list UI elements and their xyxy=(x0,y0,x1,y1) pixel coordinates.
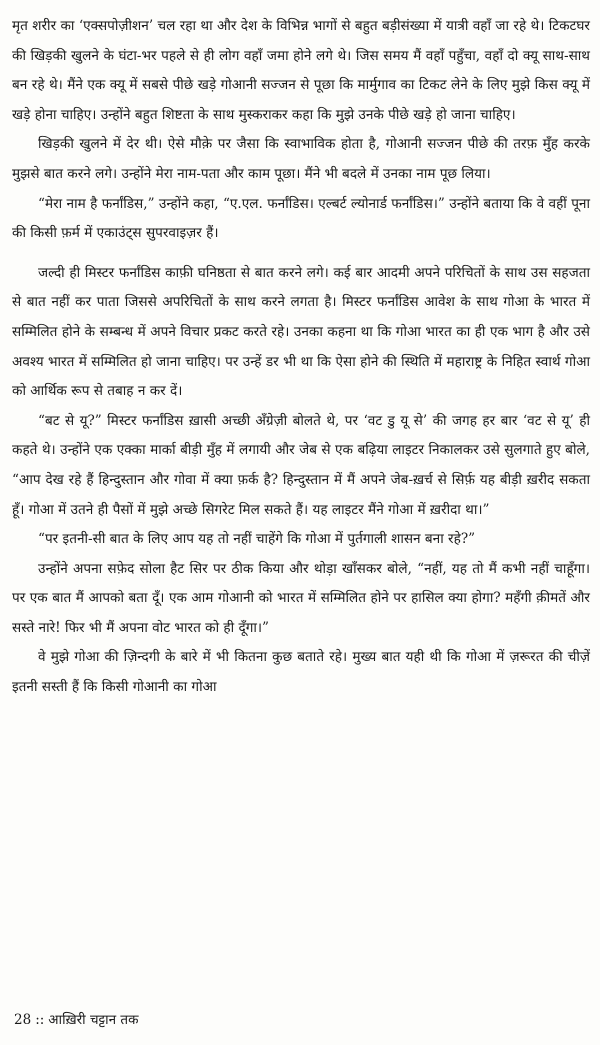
book-title: आख़िरी चट्टान तक xyxy=(48,1012,139,1028)
paragraph-3: “मेरा नाम है फर्नांडिस,” उन्होंने कहा, “ए.एल. फर्नांडिस। एल्बर्ट ल्योनार्ड फर्नांडिस।” उन्होंने बताया कि वे वहीं पूना की किसी फ़र्म में एकाउंट्स सुपरवाइज़र हैं। xyxy=(12,195,590,242)
paragraph-4: जल्दी ही मिस्टर फर्नांडिस काफ़ी घनिष्ठता से बात करने लगे। कई बार आदमी अपने परिचितों के साथ उस सहजता से बात नहीं कर पाता जिससे अपरिचितों के साथ करने लगता है। मिस्टर फर्नांडिस आवेश के साथ गोआ के भारत में सम्मिलित होने के सम्बन्ध में अपने विचार प्रकट करते रहे। उनका कहना था कि गोआ भारत का ही एक भाग है और उसे अवश्य भारत में सम्मिलित हो जाना चाहिए। पर उन्हें डर भी था कि ऐसा होने की स्थिति में महाराष्ट्र के निहित स्वार्थ गोआ को आर्थिक रूप से तबाह न कर दें। xyxy=(12,264,590,400)
footer-separator: :: xyxy=(35,1012,45,1028)
paragraph-8: वे मुझे गोआ की ज़िन्दगी के बारे में भी कितना कुछ बताते रहे। मुख्य बात यही थी कि गोआ में ज़रूरत की चीज़ें इतनी सस्ती हैं कि किसी गोआनी का गोआ xyxy=(12,649,590,696)
paragraph-2: खिड़की खुलने में देर थी। ऐसे मौक़े पर जैसा कि स्वाभाविक होता है, गोआनी सज्जन पीछे की तरफ़ मुँह करके मुझसे बात करने लगे। उन्होंने मेरा नाम-पता और काम पूछा। मैंने भी बदले में उनका नाम पूछ लिया। xyxy=(12,136,590,182)
paragraph-5: “बट से यू?” मिस्टर फर्नांडिस ख़ासी अच्छी अँग्रेज़ी बोलते थे, पर ‘वट डु यू से’ की जगह हर बार ‘वट से यू’ ही कहते थे। उन्होंने एक एक्का मार्का बीड़ी मुँह में लगायी और जेब से एक बढ़िया लाइटर निकालकर उसे सुलगाते हुए बोले, “आप देख रहे हैं हिन्दुस्तान और गोवा में क्या फ़र्क है? हिन्दुस्तान में मैं अपने जेब-ख़र्च से सिर्फ़ यह बीड़ी ख़रीद सकता हूँ। गोआ में उतने ही पैसों में मुझे अच्छे सिगरेट मिल सकते हैं। यह लाइटर मैंने गोआ में ख़रीदा था।” xyxy=(12,412,590,518)
page-number: 28 xyxy=(14,1012,32,1028)
paragraph-1: मृत शरीर का ‘एक्सपोज़ीशन’ चल रहा था और देश के विभिन्न भागों से बहुत बड़ीसंख्या में यात्री वहाँ जा रहे थे। टिकटघर की खिड़की खुलने के घंटा-भर पहले से ही लोग वहाँ जमा होने लगे थे। जिस समय मैं वहाँ पहुँचा, वहाँ दो क्यू साथ-साथ बन रहे थे। मैंने एक क्यू में सबसे पीछे खड़े गोआनी सज्जन से पूछा कि मार्मुगाव का टिकट लेने के लिए मुझे किस क्यू में खड़े होना चाहिए। उन्होंने बहुत शिष्टता के साथ मुस्कराकर कहा कि मुझे उनके पीछे खड़े हो जाना चाहिए। xyxy=(12,18,590,123)
page-footer xyxy=(14,1010,138,1028)
paragraph-6: “पर इतनी-सी बात के लिए आप यह तो नहीं चाहेंगे कि गोआ में पुर्तगाली शासन बना रहे?” xyxy=(38,531,476,548)
body-text xyxy=(12,12,590,703)
paragraph-7: उन्होंने अपना सफ़ेद सोला हैट सिर पर ठीक किया और थोड़ा खाँसकर बोले, “नहीं, यह तो मैं कभी नहीं चाहूँगा। पर एक बात मैं आपको बता दूँ। एक आम गोआनी को भारत में सम्मिलित होने पर हासिल क्या होगा? महँगी क़ीमतें और सस्ते नारे! फिर भी मैं अपना वोट भारत को ही दूँगा।” xyxy=(12,560,590,636)
